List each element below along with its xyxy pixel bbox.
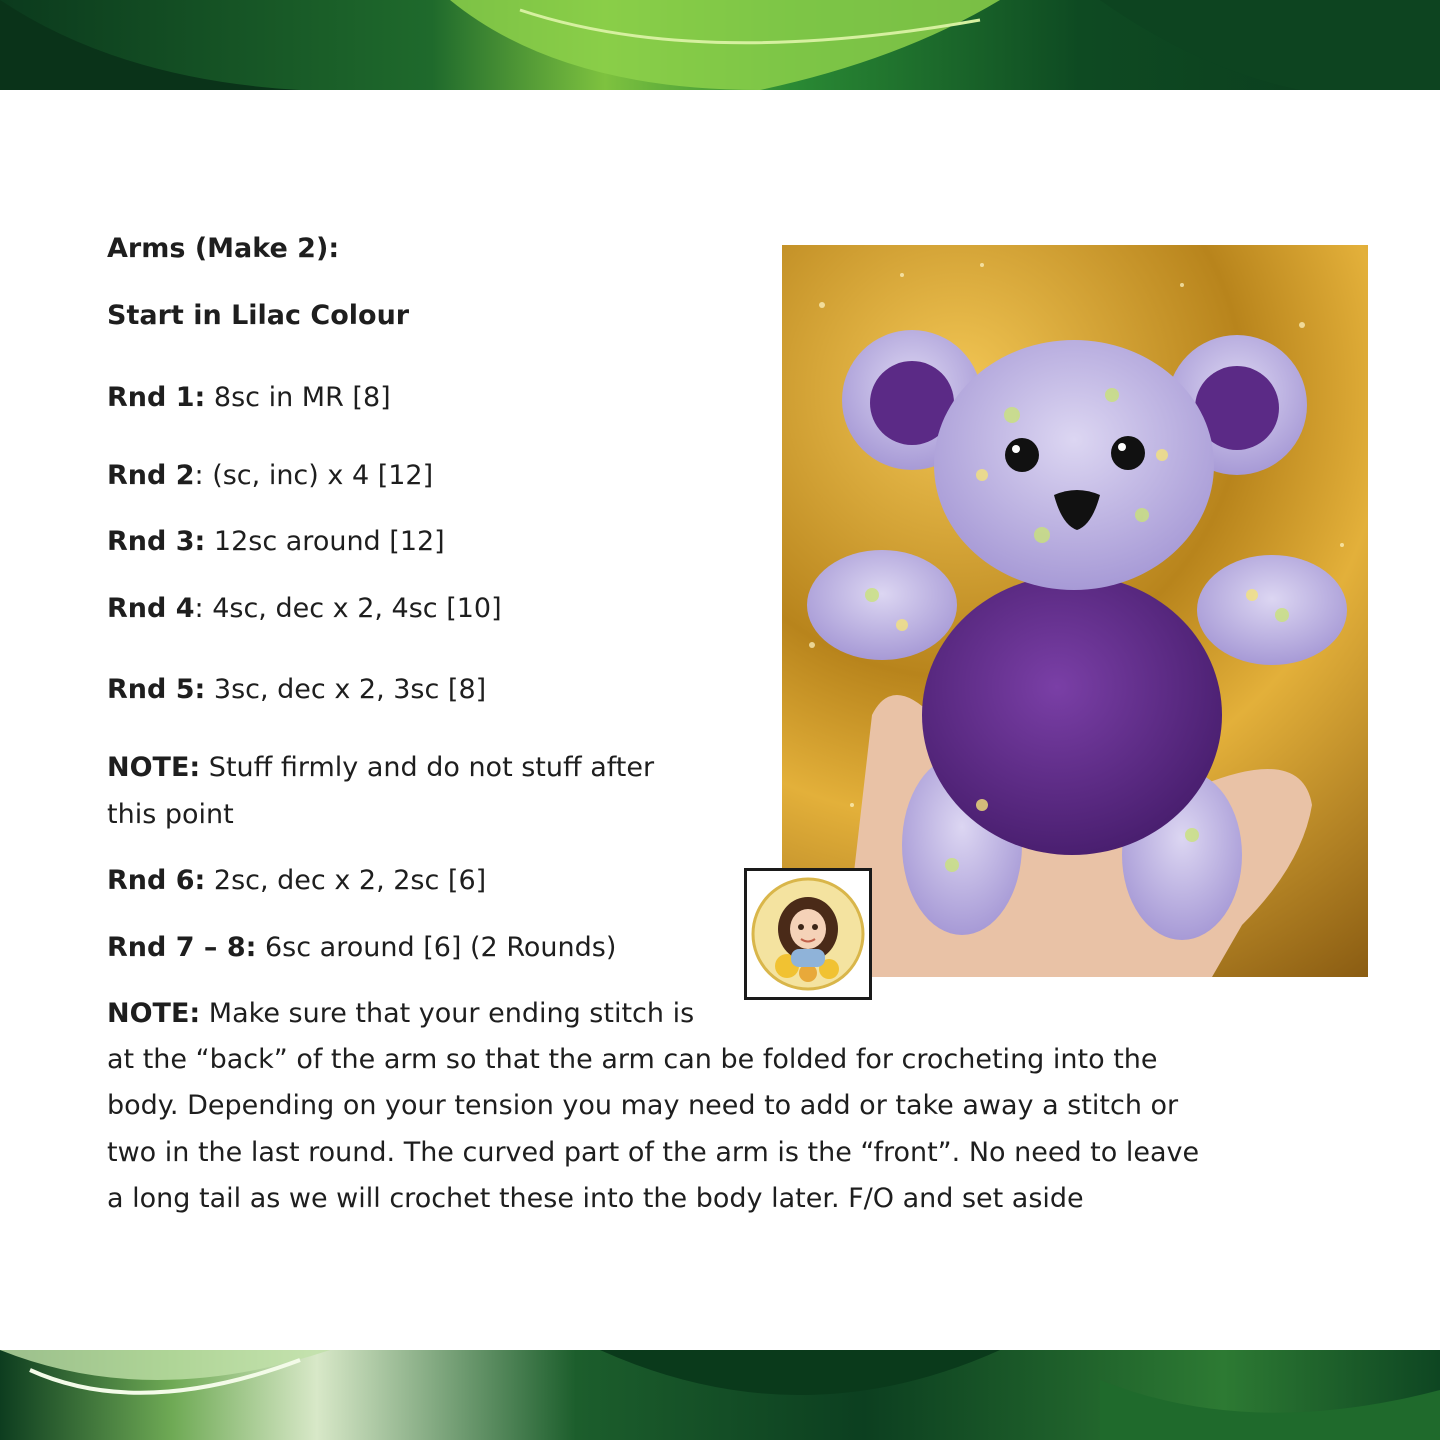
creator-logo <box>744 868 872 1000</box>
pattern-page <box>0 90 1440 1350</box>
leaf-background-top <box>0 0 1440 90</box>
round-6: Rnd 6: 2sc, dec x 2, 2sc [6] <box>107 865 487 896</box>
round-5: Rnd 5: 3sc, dec x 2, 3sc [8] <box>107 674 487 705</box>
section-heading: Arms (Make 2): <box>107 233 340 264</box>
note-ending-line5: a long tail as we will crochet these into the body later. F/O and set aside <box>107 1183 1084 1214</box>
leaf-background-bottom <box>0 1350 1440 1440</box>
round-7-8: Rnd 7 – 8: 6sc around [6] (2 Rounds) <box>107 932 617 963</box>
note-ending-line2: at the “back” of the arm so that the arm can be folded for crocheting into the <box>107 1044 1158 1075</box>
note-ending-line3: body. Depending on your tension you may need to add or take away a stitch or <box>107 1090 1179 1121</box>
round-3: Rnd 3: 12sc around [12] <box>107 526 445 557</box>
round-2: Rnd 2: (sc, inc) x 4 [12] <box>107 460 434 491</box>
start-colour-instruction: Start in Lilac Colour <box>107 300 410 331</box>
round-4: Rnd 4: 4sc, dec x 2, 4sc [10] <box>107 593 502 624</box>
note-ending-line1: NOTE: Make sure that your ending stitch is <box>107 998 695 1029</box>
note-ending-line4: two in the last round. The curved part of the arm is the “front”. No need to leave <box>107 1137 1200 1168</box>
note-stuff-line2: this point <box>107 799 234 830</box>
round-1: Rnd 1: 8sc in MR [8] <box>107 382 391 413</box>
note-stuff-line1: NOTE: Stuff firmly and do not stuff after <box>107 752 655 783</box>
